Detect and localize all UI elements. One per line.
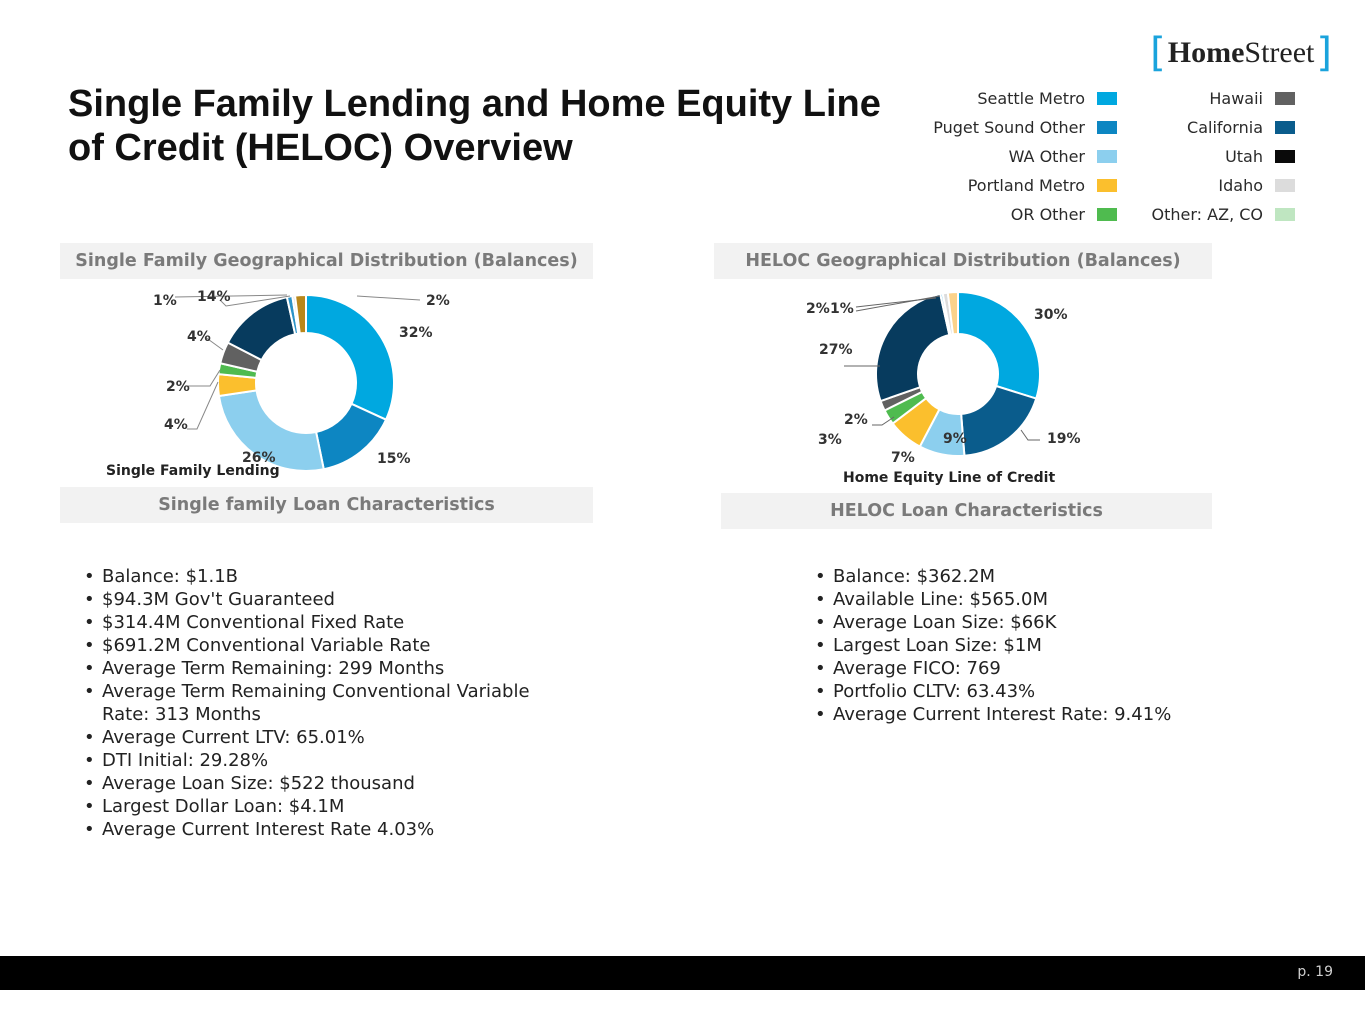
legend-swatch bbox=[1275, 92, 1295, 105]
list-item: • Balance: $1.1B bbox=[82, 565, 582, 588]
list-item: • Balance: $362.2M bbox=[813, 565, 1233, 588]
heloc-label-idaho: 1% bbox=[830, 301, 854, 317]
heloc-label-utah: 27% bbox=[819, 342, 853, 358]
sf-label-hawaii: 4% bbox=[187, 329, 211, 345]
sf-characteristics bbox=[82, 565, 582, 841]
legend-label: Other: AZ, CO bbox=[1151, 204, 1263, 224]
leader-line bbox=[1021, 430, 1040, 440]
legend-label: Idaho bbox=[1218, 175, 1263, 195]
legend-right bbox=[1120, 88, 1295, 224]
footer-bar bbox=[0, 956, 1365, 990]
legend-item bbox=[880, 117, 1117, 137]
legend-item bbox=[1120, 117, 1295, 137]
list-item: • Average Term Remaining Conventional Variable Rate: 313 Months bbox=[82, 680, 582, 726]
legend-label: Hawaii bbox=[1209, 88, 1263, 108]
heloc-chart-subtitle: Home Equity Line of Credit bbox=[843, 470, 1056, 486]
slice-california bbox=[876, 294, 949, 401]
legend-label: Puget Sound Other bbox=[933, 117, 1085, 137]
legend-item bbox=[880, 175, 1117, 195]
sf-donut-chart bbox=[60, 282, 593, 482]
legend-swatch bbox=[1097, 92, 1117, 105]
list-item: • $314.4M Conventional Fixed Rate bbox=[82, 611, 582, 634]
legend-swatch bbox=[1275, 179, 1295, 192]
leader-line bbox=[175, 295, 287, 297]
logo-bracket-close: ] bbox=[1316, 30, 1332, 76]
list-item: • DTI Initial: 29.28% bbox=[82, 749, 582, 772]
list-item: • $691.2M Conventional Variable Rate bbox=[82, 634, 582, 657]
sf-slices bbox=[218, 295, 394, 471]
heloc-label-seattle: 30% bbox=[1034, 307, 1068, 323]
homestreet-logo bbox=[1150, 30, 1332, 76]
sf-characteristics-header: Single family Loan Characteristics bbox=[60, 487, 593, 523]
list-item: • Average Current Interest Rate: 9.41% bbox=[813, 703, 1233, 726]
legend-label: Utah bbox=[1225, 146, 1263, 166]
legend-swatch bbox=[1097, 179, 1117, 192]
list-item: • Average Loan Size: $66K bbox=[813, 611, 1233, 634]
list-item: • Largest Dollar Loan: $4.1M bbox=[82, 795, 582, 818]
list-item: • Average FICO: 769 bbox=[813, 657, 1233, 680]
list-item: • Portfolio CLTV: 63.43% bbox=[813, 680, 1233, 703]
legend-swatch bbox=[1275, 150, 1295, 163]
legend-label: Seattle Metro bbox=[977, 88, 1085, 108]
legend-item bbox=[1120, 175, 1295, 195]
legend-item bbox=[1120, 146, 1295, 166]
legend-swatch bbox=[1275, 121, 1295, 134]
sf-label-other: 2% bbox=[426, 293, 450, 309]
leader-line bbox=[357, 296, 420, 300]
legend-label: California bbox=[1187, 117, 1263, 137]
legend-item bbox=[1120, 88, 1295, 108]
legend-swatch bbox=[1097, 150, 1117, 163]
heloc-chart-header: HELOC Geographical Distribution (Balances) bbox=[714, 243, 1212, 279]
logo-street: Street bbox=[1244, 36, 1315, 69]
heloc-characteristics bbox=[813, 565, 1233, 726]
sf-label-or-other: 2% bbox=[166, 379, 190, 395]
heloc-label-hawaii: 2% bbox=[844, 412, 868, 428]
legend-swatch bbox=[1097, 208, 1117, 221]
legend-item bbox=[880, 88, 1117, 108]
list-item: • $94.3M Gov't Guaranteed bbox=[82, 588, 582, 611]
page-title: Single Family Lending and Home Equity Line of Credit (HELOC) Overview bbox=[68, 83, 881, 169]
list-item: • Average Current Interest Rate 4.03% bbox=[82, 818, 582, 841]
sf-label-california: 14% bbox=[197, 289, 231, 305]
legend-swatch bbox=[1097, 121, 1117, 134]
leader-line bbox=[185, 370, 220, 386]
legend-item bbox=[880, 204, 1117, 224]
sf-label-portland: 4% bbox=[164, 417, 188, 433]
heloc-characteristics-header: HELOC Loan Characteristics bbox=[721, 493, 1212, 529]
page-number: p. 19 bbox=[1297, 964, 1333, 980]
heloc-label-portland: 7% bbox=[891, 450, 915, 466]
slice-puget-sound-other bbox=[961, 386, 1036, 456]
logo-home: Home bbox=[1167, 36, 1245, 69]
legend-left bbox=[880, 88, 1117, 224]
list-item: • Largest Loan Size: $1M bbox=[813, 634, 1233, 657]
heloc-characteristics-list bbox=[813, 565, 1233, 726]
slice-seattle-metro bbox=[306, 295, 394, 420]
legend-swatch bbox=[1275, 208, 1295, 221]
sf-label-seattle: 32% bbox=[399, 325, 433, 341]
heloc-label-or-other: 3% bbox=[818, 432, 842, 448]
legend-label: OR Other bbox=[1010, 204, 1085, 224]
list-item: • Available Line: $565.0M bbox=[813, 588, 1233, 611]
heloc-label-other: 2% bbox=[806, 301, 830, 317]
sf-chart-header: Single Family Geographical Distribution (Balances) bbox=[60, 243, 593, 279]
leader-line bbox=[187, 382, 218, 429]
sf-characteristics-list bbox=[82, 565, 582, 841]
logo-bracket-open: [ bbox=[1150, 30, 1166, 76]
legend-item bbox=[880, 146, 1117, 166]
legend-item bbox=[1120, 204, 1295, 224]
sf-label-puget: 15% bbox=[377, 451, 411, 467]
list-item: • Average Current LTV: 65.01% bbox=[82, 726, 582, 749]
legend-label: Portland Metro bbox=[967, 175, 1085, 195]
heloc-label-california: 19% bbox=[1047, 431, 1081, 447]
list-item: • Average Term Remaining: 299 Months bbox=[82, 657, 582, 680]
slice-seattle-metro bbox=[958, 292, 1040, 399]
legend-label: WA Other bbox=[1008, 146, 1085, 166]
heloc-donut-chart bbox=[714, 282, 1212, 492]
list-item: • Average Loan Size: $522 thousand bbox=[82, 772, 582, 795]
sf-label-wa-other: 26% bbox=[242, 450, 276, 466]
sf-label-utah: 1% bbox=[153, 293, 177, 309]
heloc-label-wa-other: 9% bbox=[943, 431, 967, 447]
sf-chart-subtitle: Single Family Lending bbox=[106, 463, 280, 479]
